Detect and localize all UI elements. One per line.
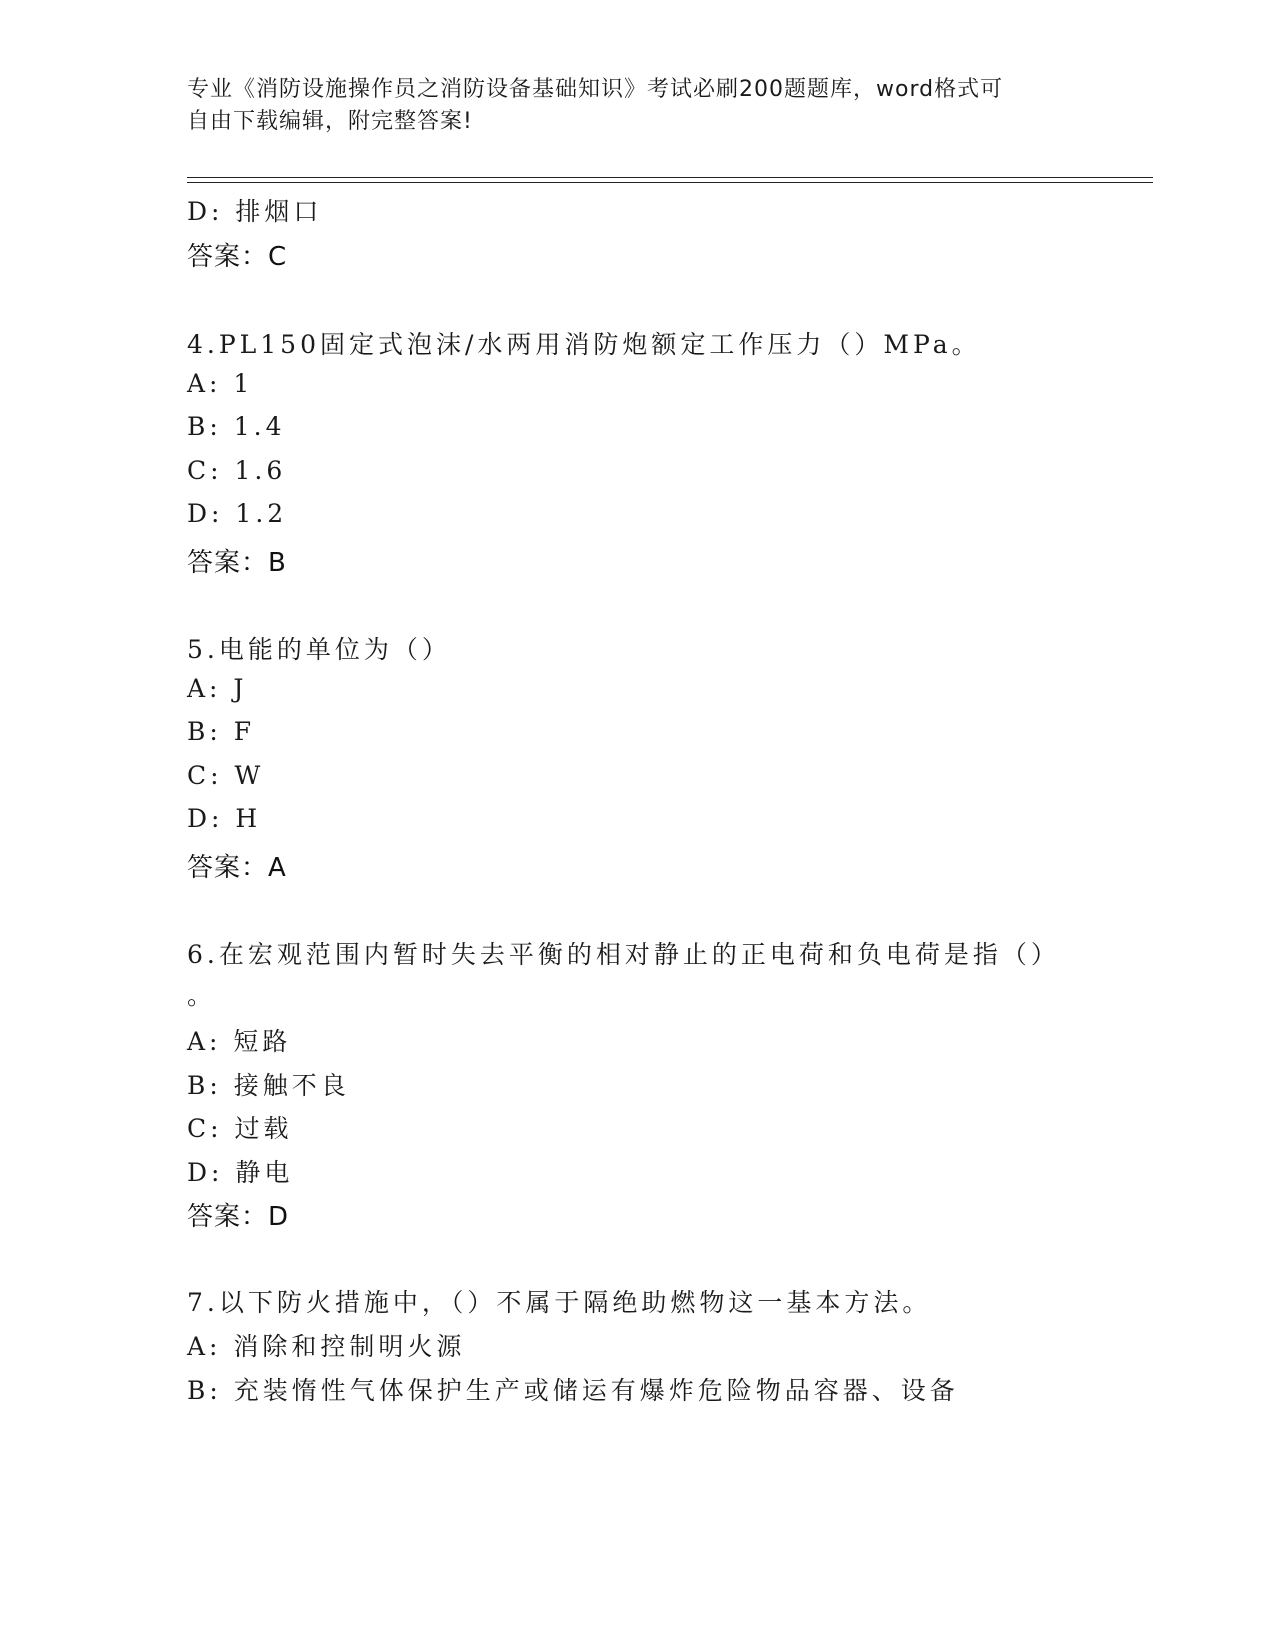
question-4-option-b: B: 1.4: [187, 412, 286, 441]
question-7-stem: 7.以下防火措施中，（）不属于隔绝助燃物这一基本方法。: [187, 1288, 932, 1317]
question-4-option-c: C: 1.6: [187, 456, 287, 485]
header-divider-bottom: [187, 182, 1153, 183]
question-6-option-d: D: 静电: [187, 1158, 294, 1187]
question-5-option-d: D: H: [187, 804, 262, 833]
question-6-option-b: B: 接触不良: [187, 1071, 350, 1100]
question-5-answer: 答案：A: [187, 853, 287, 883]
question-7-option-b: B: 充装惰性气体保护生产或储运有爆炸危险物品容器、设备: [187, 1376, 959, 1405]
question-5-stem: 5.电能的单位为（）: [187, 635, 451, 664]
question-6-option-c: C: 过载: [187, 1114, 293, 1143]
header-title-line-2: 自由下载编辑，附完整答案!: [187, 109, 473, 134]
question-6-option-a: A: 短路: [187, 1027, 292, 1056]
question-5-option-c: C: W: [187, 761, 265, 790]
question-4-answer: 答案：B: [187, 548, 287, 578]
question-6-stem: 6.在宏观范围内暂时失去平衡的相对静止的正电荷和负电荷是指（）: [187, 940, 1060, 969]
question-4-option-a: A: 1: [187, 369, 254, 398]
header-title-line-1: 专业《消防设施操作员之消防设备基础知识》考试必刷200题题库，word格式可: [187, 77, 1004, 102]
prev-option-d: D: 排烟口: [187, 197, 323, 226]
document-header: [187, 74, 1067, 138]
question-4-option-d: D: 1.2: [187, 499, 288, 528]
question-5-option-a: A: J: [187, 674, 248, 703]
prev-answer: 答案：C: [187, 242, 288, 272]
question-6-answer: 答案：D: [187, 1202, 290, 1232]
question-6-stem-continuation: 。: [187, 981, 217, 1010]
header-divider-top: [187, 177, 1153, 178]
question-7-option-a: A: 消除和控制明火源: [187, 1332, 466, 1361]
question-5-option-b: B: F: [187, 717, 256, 746]
question-4-stem: 4.PL150固定式泡沫/水两用消防炮额定工作压力（）MPa。: [187, 330, 981, 359]
